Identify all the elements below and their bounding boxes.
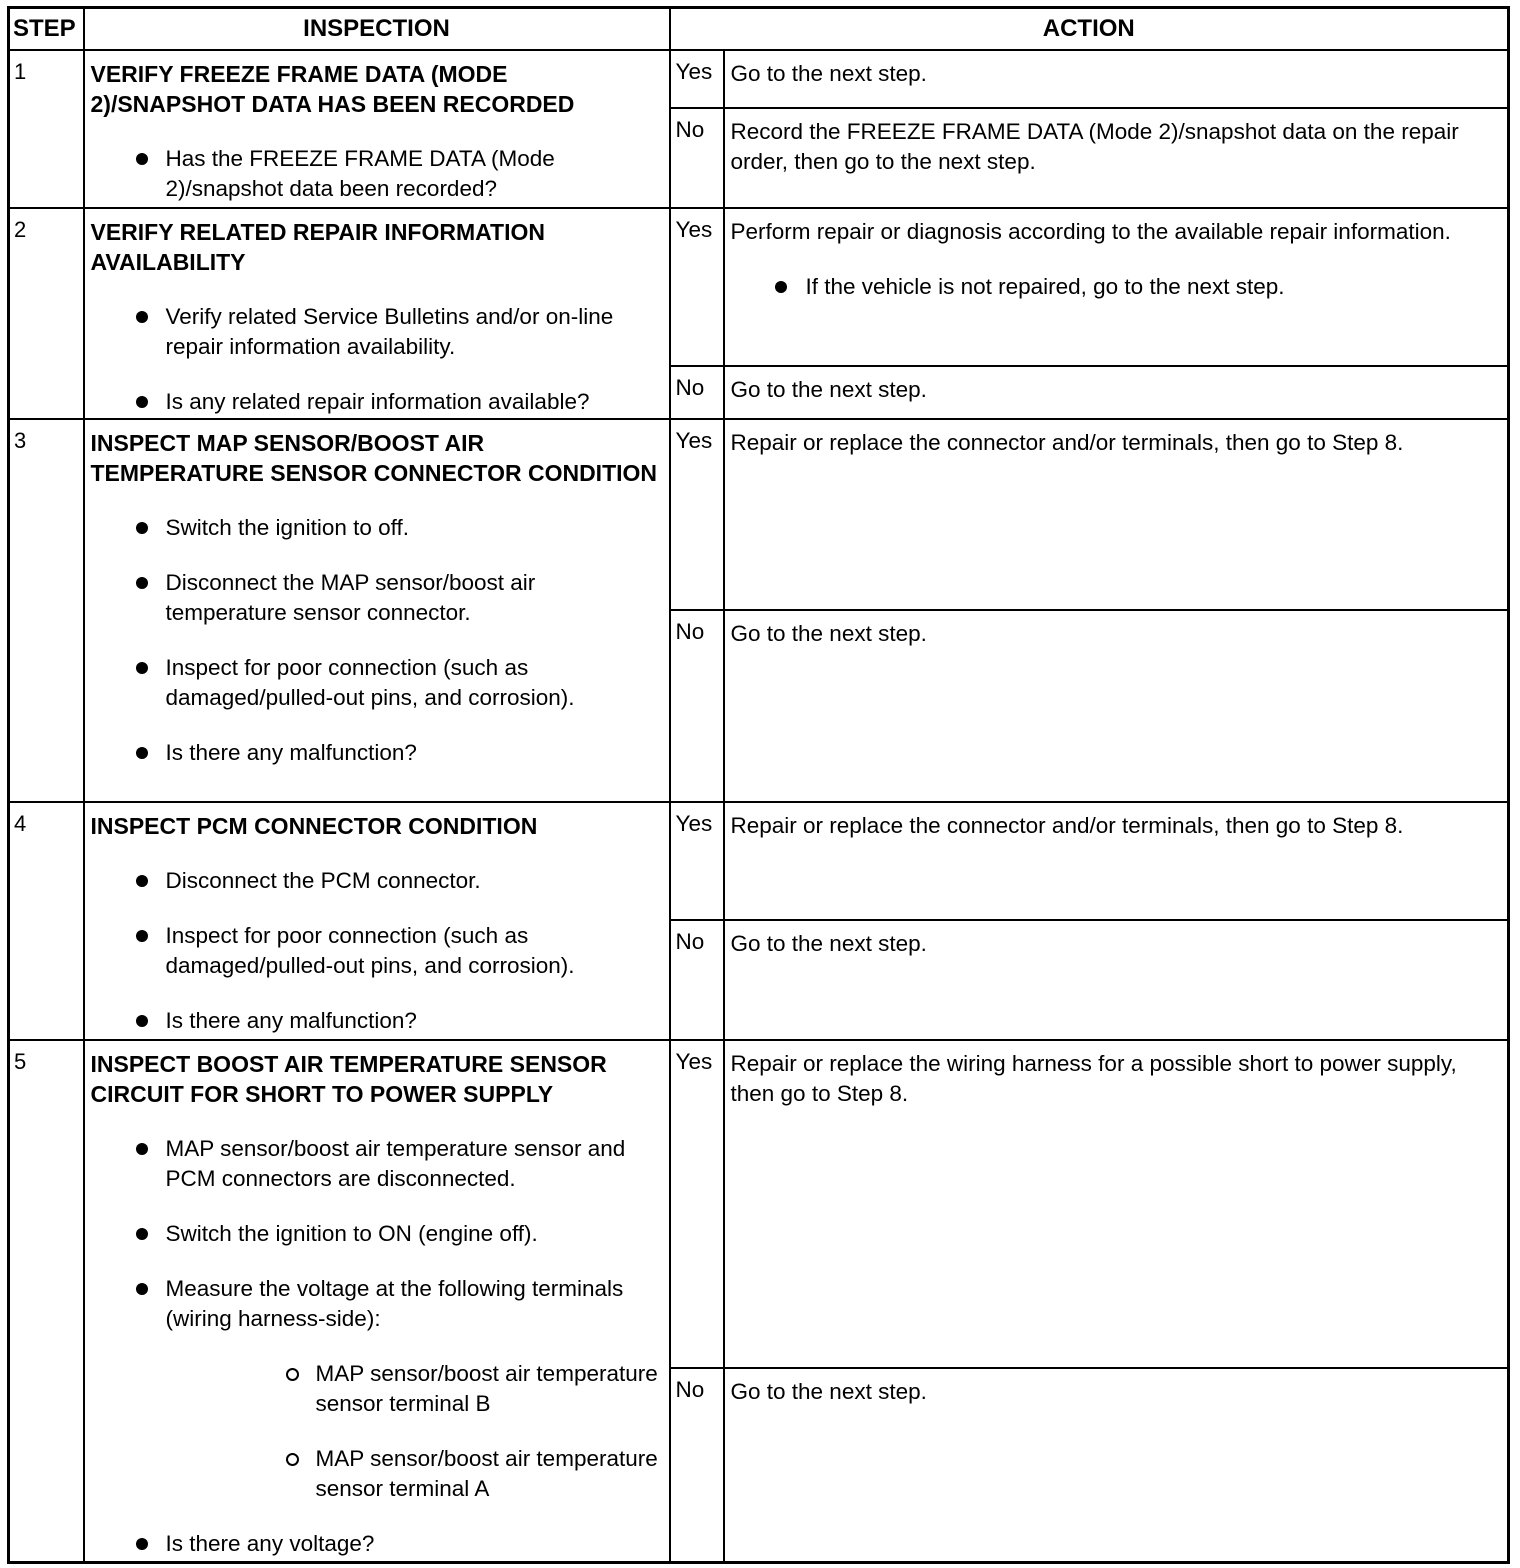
step-title: INSPECT MAP SENSOR/BOOST AIR TEMPERATURE SENSOR CONNECTOR CONDITION	[90, 430, 658, 486]
bullet-icon	[136, 1283, 148, 1295]
bullet-icon	[136, 875, 148, 887]
no-label: No	[670, 108, 724, 208]
yes-action: Repair or replace the connector and/or terminals, then go to Step 8.	[724, 419, 1509, 610]
hollow-bullet-icon	[286, 1368, 299, 1381]
bullet-icon	[136, 522, 148, 534]
no-label: No	[670, 366, 724, 419]
yes-action: Perform repair or diagnosis according to the available repair information.	[730, 219, 1451, 244]
step-2-yes-row	[9, 208, 1509, 366]
bullet-icon	[136, 1143, 148, 1155]
step-number: 2	[9, 208, 84, 419]
no-action: Go to the next step.	[724, 1368, 1509, 1562]
bullet-icon	[136, 396, 148, 408]
bullet-icon	[136, 311, 148, 323]
yes-action: Repair or replace the wiring harness for a possible short to power supply, then go to Step 8.	[724, 1040, 1509, 1368]
bullet-icon	[136, 930, 148, 942]
inspection-sub-bullet: MAP sensor/boost air temperature sensor terminal B	[166, 1359, 659, 1419]
inspection-bullet: Measure the voltage at the following terminals (wiring harness-side): MAP sensor/boost air temperature sensor terminal B MAP sensor/boost air temperature sensor terminal A	[91, 1274, 659, 1504]
no-action: Go to the next step.	[724, 610, 1509, 802]
no-action: Record the FREEZE FRAME DATA (Mode 2)/snapshot data on the repair order, then go to the next step.	[724, 108, 1509, 208]
bullet-icon	[136, 662, 148, 674]
step-1-inspection	[84, 50, 670, 208]
inspection-bullet: Disconnect the MAP sensor/boost air temperature sensor connector.	[91, 568, 659, 628]
yes-label: Yes	[670, 802, 724, 920]
table-header-row	[9, 8, 1509, 51]
step-title: VERIFY RELATED REPAIR INFORMATION AVAILABILITY	[90, 219, 545, 275]
header-inspection: INSPECTION	[84, 8, 670, 51]
step-4-inspection	[84, 802, 670, 1040]
inspection-bullet: Inspect for poor connection (such as damaged/pulled-out pins, and corrosion).	[91, 653, 659, 713]
inspection-bullet: Has the FREEZE FRAME DATA (Mode 2)/snapshot data been recorded?	[91, 144, 659, 204]
hollow-bullet-icon	[286, 1453, 299, 1466]
inspection-sub-bullet: MAP sensor/boost air temperature sensor terminal A	[166, 1444, 659, 1504]
step-title: INSPECT BOOST AIR TEMPERATURE SENSOR CIRCUIT FOR SHORT TO POWER SUPPLY	[90, 1051, 607, 1107]
no-label: No	[670, 610, 724, 802]
step-2-inspection	[84, 208, 670, 419]
bullet-icon	[136, 153, 148, 165]
step-3-inspection	[84, 419, 670, 802]
step-5-yes-row	[9, 1040, 1509, 1368]
yes-action-cell	[724, 208, 1509, 366]
step-1-yes-row	[9, 50, 1509, 108]
step-number: 3	[9, 419, 84, 802]
step-number: 4	[9, 802, 84, 1040]
step-number: 1	[9, 50, 84, 208]
step-3-yes-row	[9, 419, 1509, 610]
bullet-icon	[136, 1228, 148, 1240]
step-5-inspection	[84, 1040, 670, 1562]
inspection-bullet: Inspect for poor connection (such as damaged/pulled-out pins, and corrosion).	[91, 921, 659, 981]
header-action: ACTION	[670, 8, 1509, 51]
action-bullet: If the vehicle is not repaired, go to the next step.	[731, 272, 1498, 302]
inspection-bullet: Is there any malfunction?	[91, 1006, 659, 1036]
step-title: INSPECT PCM CONNECTOR CONDITION	[90, 813, 538, 839]
step-number: 5	[9, 1040, 84, 1562]
yes-action: Go to the next step.	[724, 50, 1509, 108]
inspection-bullet: Switch the ignition to off.	[91, 513, 659, 543]
inspection-bullet: Is there any malfunction?	[91, 738, 659, 768]
diagnostic-procedure-table	[7, 6, 1510, 1564]
inspection-bullet: Verify related Service Bulletins and/or on-line repair information availability.	[91, 302, 659, 362]
bullet-icon	[136, 747, 148, 759]
yes-action: Repair or replace the connector and/or terminals, then go to Step 8.	[724, 802, 1509, 920]
inspection-bullet: Switch the ignition to ON (engine off).	[91, 1219, 659, 1249]
inspection-bullet: MAP sensor/boost air temperature sensor and PCM connectors are disconnected.	[91, 1134, 659, 1194]
inspection-bullet: Is any related repair information available?	[91, 387, 659, 417]
bullet-icon	[136, 577, 148, 589]
no-label: No	[670, 920, 724, 1040]
inspection-bullet: Disconnect the PCM connector.	[91, 866, 659, 896]
bullet-icon	[775, 281, 787, 293]
no-label: No	[670, 1368, 724, 1562]
bullet-icon	[136, 1538, 148, 1550]
yes-label: Yes	[670, 419, 724, 610]
inspection-bullet: Is there any voltage?	[91, 1529, 659, 1559]
step-title: VERIFY FREEZE FRAME DATA (MODE 2)/SNAPSHOT DATA HAS BEEN RECORDED	[90, 61, 575, 117]
no-action: Go to the next step.	[724, 366, 1509, 419]
step-4-yes-row	[9, 802, 1509, 920]
yes-label: Yes	[670, 50, 724, 108]
header-step: STEP	[9, 8, 84, 51]
yes-label: Yes	[670, 208, 724, 366]
yes-label: Yes	[670, 1040, 724, 1368]
no-action: Go to the next step.	[724, 920, 1509, 1040]
bullet-icon	[136, 1015, 148, 1027]
